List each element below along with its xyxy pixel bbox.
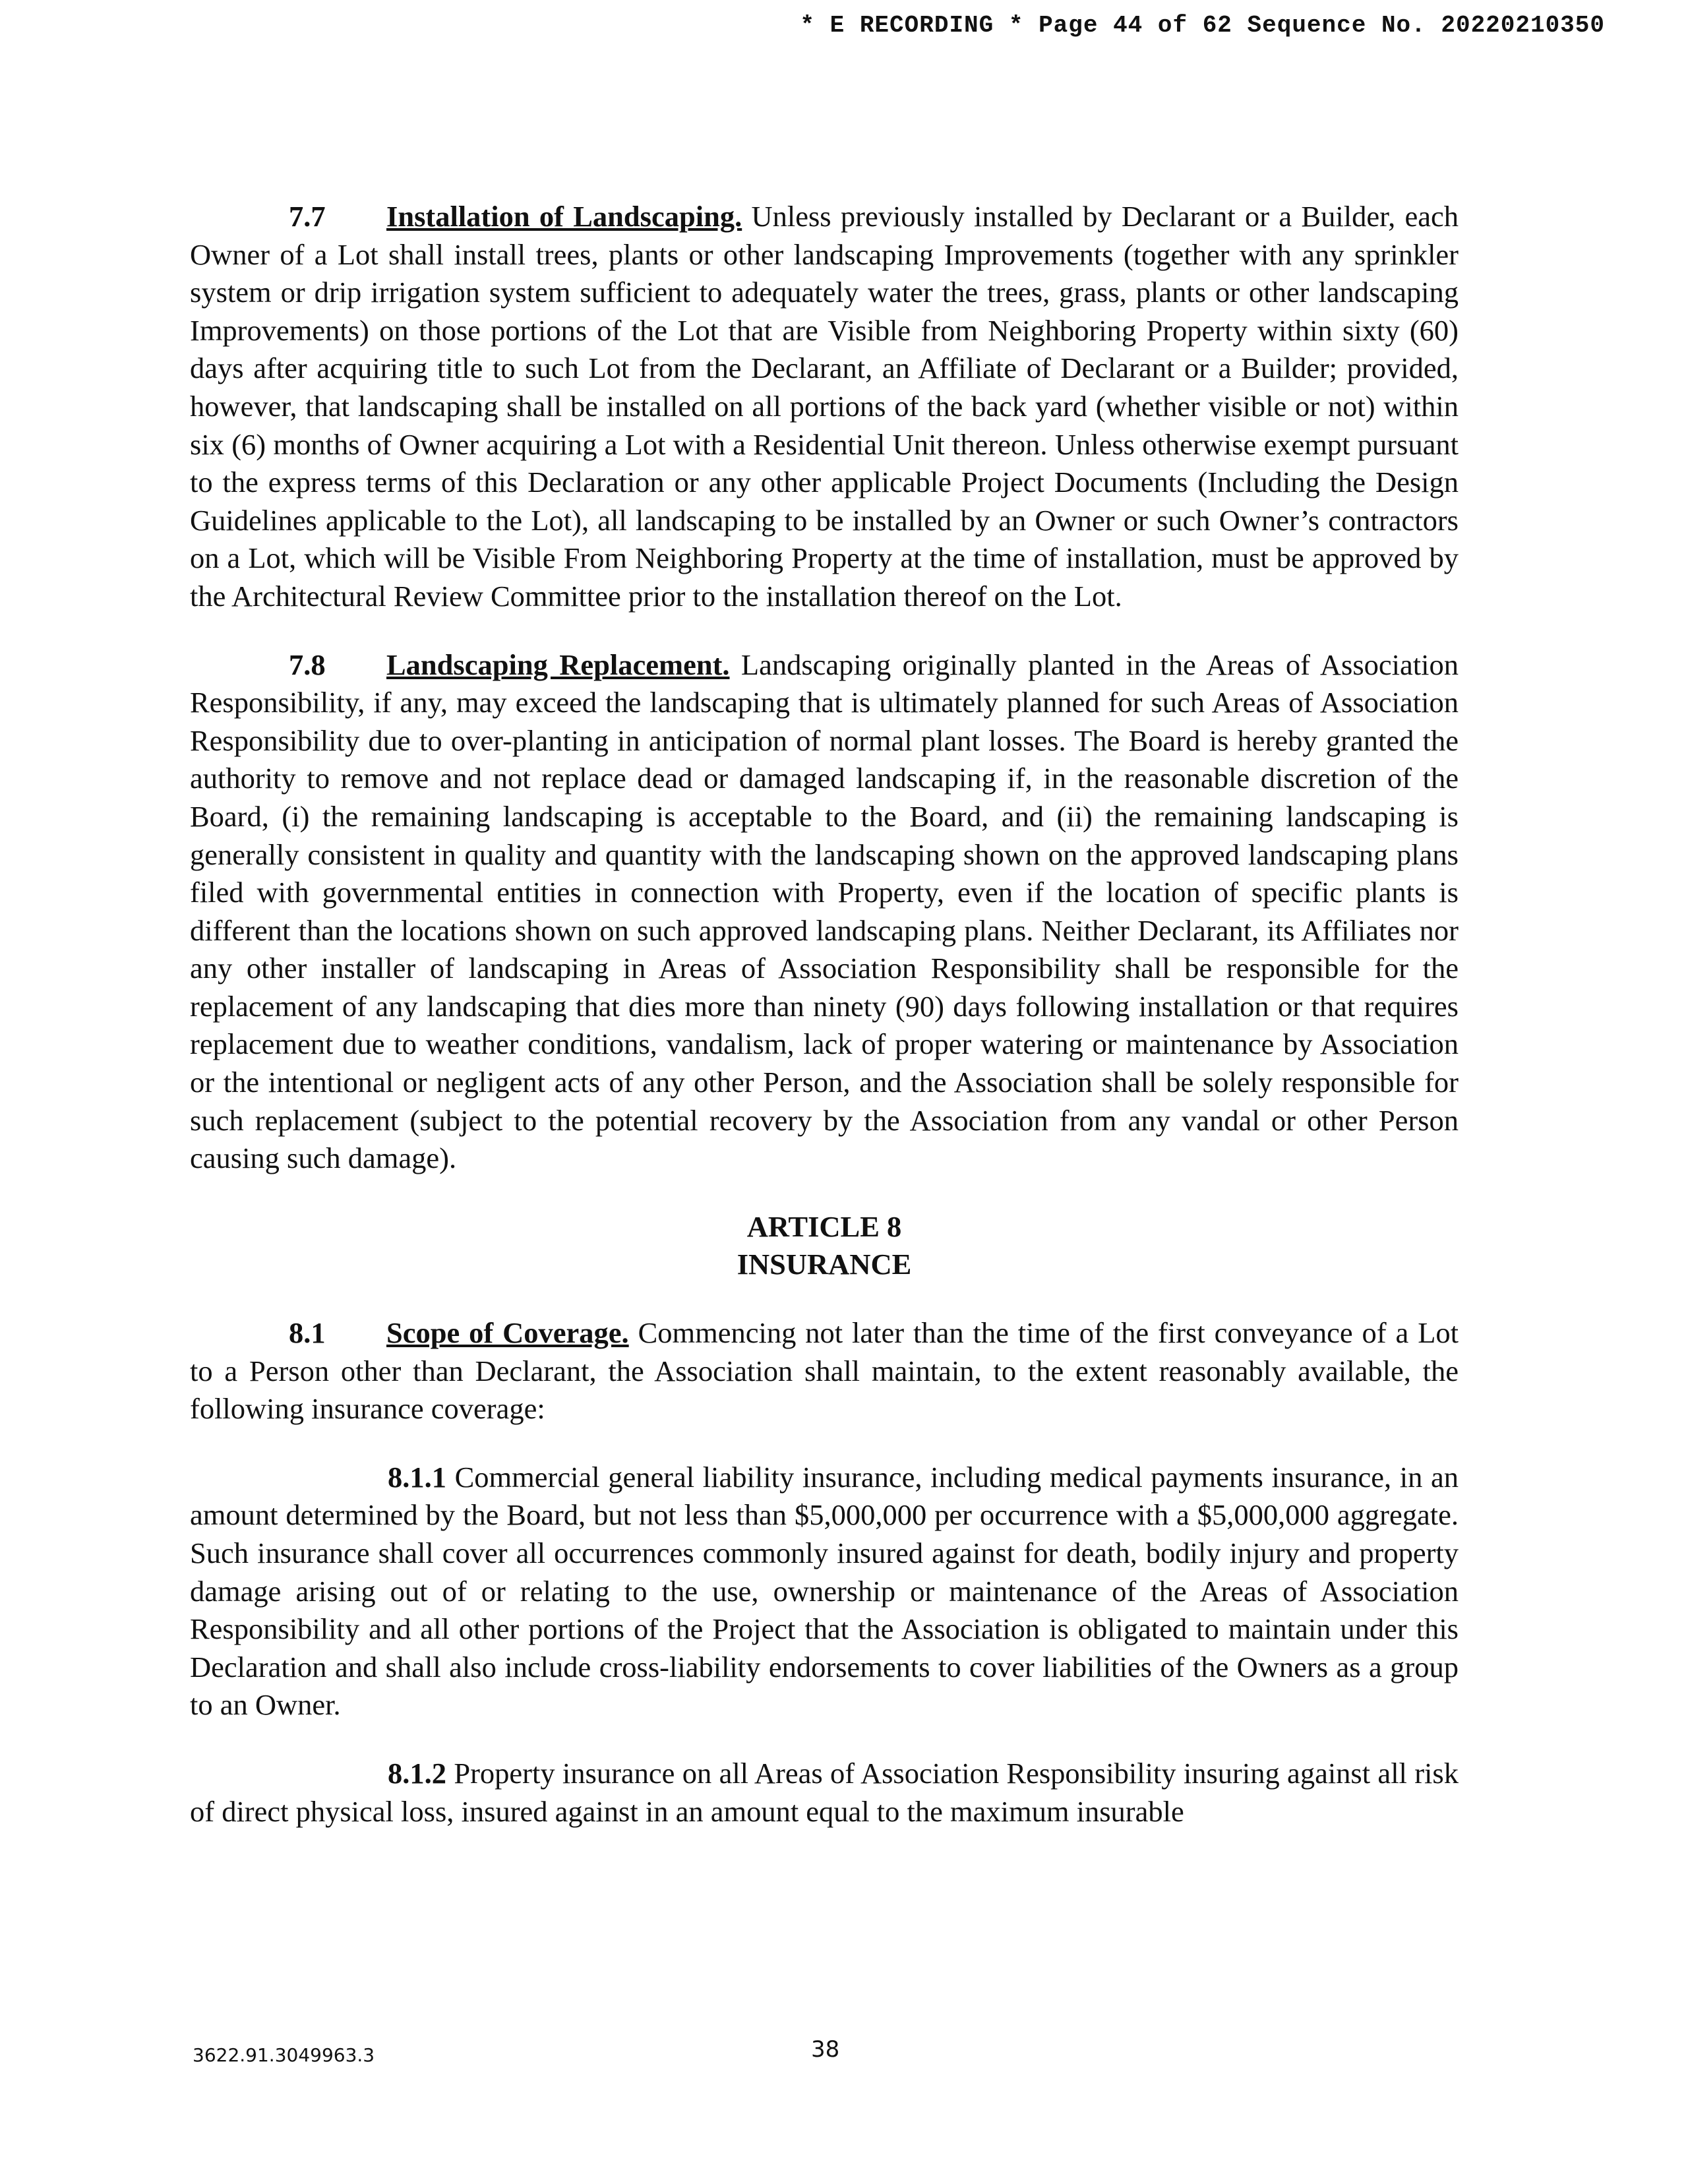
section-heading: Scope of Coverage. [386,1316,629,1350]
section-heading: Installation of Landscaping. [386,200,742,233]
subsection-number: 8.1.2 [388,1756,446,1790]
section-7-8 [190,646,1459,1178]
footer-page-number: 38 [811,2036,840,2063]
section-text: Unless previously installed by Declarant or a Builder, each Owner of a Lot shall install trees, plants or other landscaping Improvements (together with any sprinkler system or drip irrigation system sufficient to adequately water the trees, grass, plants or other landscaping Improvements) on those portions of the Lot that are Visible from Neighboring Property within sixty (60) days after acquiring title to such Lot from the Declarant, an Affiliate of Declarant or a Builder; provided, however, that landscaping shall be installed on all portions of the back yard (whether visible or not) within six (6) months of Owner acquiring a Lot with a Residential Unit thereon. Unless otherwise exempt pursuant to the express terms of this Declaration or any other applicable Project Documents (Including the Design Guidelines applicable to the Lot), all landscaping to be installed by an Owner or such Owner’s contractors on a Lot, which will be Visible From Neighboring Property at the time of installation, must be approved by the Architectural Review Committee prior to the installation thereof on the Lot. [190,200,1459,613]
recording-header: * E RECORDING * Page 44 of 62 Sequence No. 20220210350 [800,12,1605,39]
section-8-1-1 [190,1459,1459,1724]
section-text: Commencing not later than the time of the first conveyance of a Lot to a Person other than Declarant, the Association shall maintain, to the extent reasonably available, the following insurance coverage: [190,1316,1459,1426]
section-number: 8.1 [289,1316,326,1350]
footer-doc-id: 3622.91.3049963.3 [193,2044,375,2066]
section-8-1-2 [190,1755,1459,1831]
document-body [190,198,1459,1861]
article-subtitle: INSURANCE [737,1248,912,1281]
subsection-number: 8.1.1 [388,1460,446,1494]
section-7-7 [190,198,1459,616]
article-title: ARTICLE 8 [746,1209,902,1243]
article-heading [190,1208,1459,1284]
section-8-1 [190,1314,1459,1428]
section-text: Landscaping originally planted in the Areas of Association Responsibility, if any, may exceed the landscaping that is ultimately planned for such Areas of Association Responsibility due to over-planting in anticipation of normal plant losses. The Board is hereby granted the authority to remove and not replace dead or damaged landscaping if, in the reasonable discretion of the Board, (i) the remaining landscaping is acceptable to the Board, and (ii) the remaining landscaping is generally consistent in quality and quantity with the landscaping shown on the approved landscaping plans filed with governmental entities in connection with Property, even if the location of specific plants is different than the locations shown on such approved landscaping plans. Neither Declarant, its Affiliates nor any other installer of landscaping in Areas of Association Responsibility shall be responsible for the replacement of any landscaping that dies more than ninety (90) days following installation or that requires replacement due to weather conditions, vandalism, lack of proper watering or maintenance by Association or the intentional or negligent acts of any other Person, and the Association shall be solely responsible for such replacement (subject to the potential recovery by the Association from any vandal or other Person causing such damage). [190,648,1459,1175]
section-heading: Landscaping Replacement. [386,648,730,681]
section-number: 7.8 [289,648,326,681]
subsection-text: Commercial general liability insurance, including medical payments insurance, in an amount determined by the Board, but not less than $5,000,000 per occurrence with a $5,000,000 aggregate. Such insurance shall cover all occurrences commonly insured against for death, bodily injury and property damage arising out of or relating to the use, ownership or maintenance of the Areas of Association Responsibility and all other portions of the Project that the Association is obligated to maintain under this Declaration and shall also include cross-liability endorsements to cover liabilities of the Owners as a group to an Owner. [190,1460,1459,1722]
subsection-text: Property insurance on all Areas of Association Responsibility insuring against all risk of direct physical loss, insured against in an amount equal to the maximum insurable [190,1756,1459,1828]
section-number: 7.7 [289,200,326,233]
